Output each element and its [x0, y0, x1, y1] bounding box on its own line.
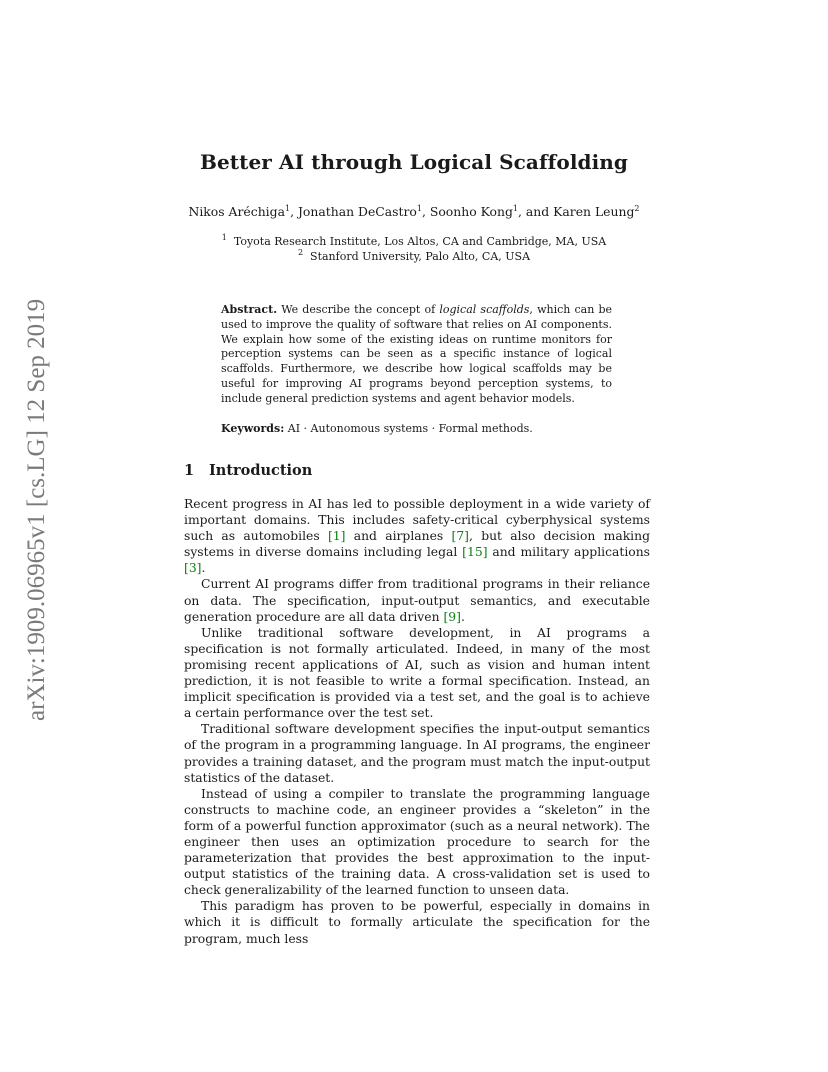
- keywords-text: AI · Autonomous systems · Formal methods.: [287, 422, 533, 435]
- section-body: [184, 496, 650, 947]
- abstract-label: Abstract.: [221, 303, 278, 316]
- author-name: Soonho Kong: [429, 204, 513, 219]
- author-affiliation-marker: 2: [634, 204, 640, 213]
- abstract: [221, 303, 612, 407]
- section-title: Introduction: [209, 462, 313, 479]
- citation-link[interactable]: [3]: [184, 561, 202, 576]
- keywords-label: Keywords:: [221, 422, 285, 435]
- body-paragraph: Recent progress in AI has led to possible deployment in a wide variety of important domains. This includes safety-critical cyberphysical systems such as automobiles [1] and airplanes [7], but also decision making systems in diverse domains including legal [15] and military applications [3].: [184, 497, 650, 576]
- author-affiliation-marker: 1: [284, 204, 291, 213]
- body-paragraph: This paradigm has proven to be powerful, especially in domains in which it is difficult to formally articulate the specification for the program, much less: [184, 899, 650, 946]
- keywords: [221, 421, 612, 436]
- section-number: 1: [184, 462, 195, 479]
- arxiv-identifier-stamp: arXiv:1909.06965v1 [cs.LG] 12 Sep 2019: [23, 298, 50, 722]
- author-affiliation-marker: 1: [416, 204, 422, 213]
- affiliation-1: [0, 235, 828, 248]
- affiliation-text: Toyota Research Institute, Los Altos, CA and Cambridge, MA, USA: [233, 235, 607, 248]
- citation-link[interactable]: [7]: [451, 529, 469, 544]
- citation-link[interactable]: [15]: [462, 545, 488, 560]
- body-paragraph: Traditional software development specifies the input-output semantics of the program in a programming language. In AI programs, the engineer provides a training dataset, and the program must match the input-output statistics of the dataset.: [184, 722, 650, 785]
- abstract-text-post: , which can be used to improve the quality of software that relies on AI components. We explain how some of the existing ideas on runtime monitors for perception systems can be seen as a specific instance of logical scaffolds. Furthermore, we describe how logical scaffolds may be useful for improving AI programs beyond perception systems, to include general prediction systems and agent behavior models.: [221, 303, 613, 405]
- author-name: Jonathan DeCastro: [297, 204, 417, 219]
- affiliation-marker: 1: [221, 233, 227, 242]
- abstract-text-pre: We describe the concept of: [281, 303, 436, 316]
- citation-link[interactable]: [9]: [443, 609, 461, 624]
- affiliation-text: Stanford University, Palo Alto, CA, USA: [310, 250, 531, 263]
- citation-link[interactable]: [1]: [327, 529, 346, 544]
- body-paragraph: Current AI programs differ from traditional programs in their reliance on data. The specification, input-output semantics, and executable generation procedure are all data driven [9].: [184, 577, 650, 624]
- abstract-emphasis: logical scaffolds: [439, 303, 530, 316]
- author-name: Nikos Aréchiga: [188, 204, 285, 219]
- section-heading: [184, 462, 312, 479]
- affiliation-2: [0, 250, 828, 263]
- author-name: Karen Leung: [553, 204, 635, 219]
- affiliation-marker: 2: [297, 248, 304, 257]
- body-paragraph: Unlike traditional software development, in AI programs a specification is not formally articulated. Indeed, in many of the most promising recent applications of AI, such as vision and human intent prediction, it is not feasible to write a formal specification. Instead, an implicit specification is provided via a test set, and the goal is to achieve a certain performance over the test set.: [184, 625, 650, 721]
- body-paragraph: Instead of using a compiler to translate the programming language constructs to machine code, an engineer provides a “skeleton” in the form of a powerful function approximator (such as a neural network). The engineer then uses an optimization procedure to search for the parameterization that provides the best approximation to the input-output statistics of the training data. A cross-validation set is used to check generalizability of the learned function to unseen data.: [184, 786, 650, 898]
- author-list: Nikos Aréchiga$^1$, Jonathan DeCastro$^1$, Soonho Kong$^1$, and Karen Leung$^2$: [188, 204, 640, 219]
- author-affiliation-marker: 1: [512, 204, 519, 213]
- paper-title: Better AI through Logical Scaffolding: [199, 150, 629, 174]
